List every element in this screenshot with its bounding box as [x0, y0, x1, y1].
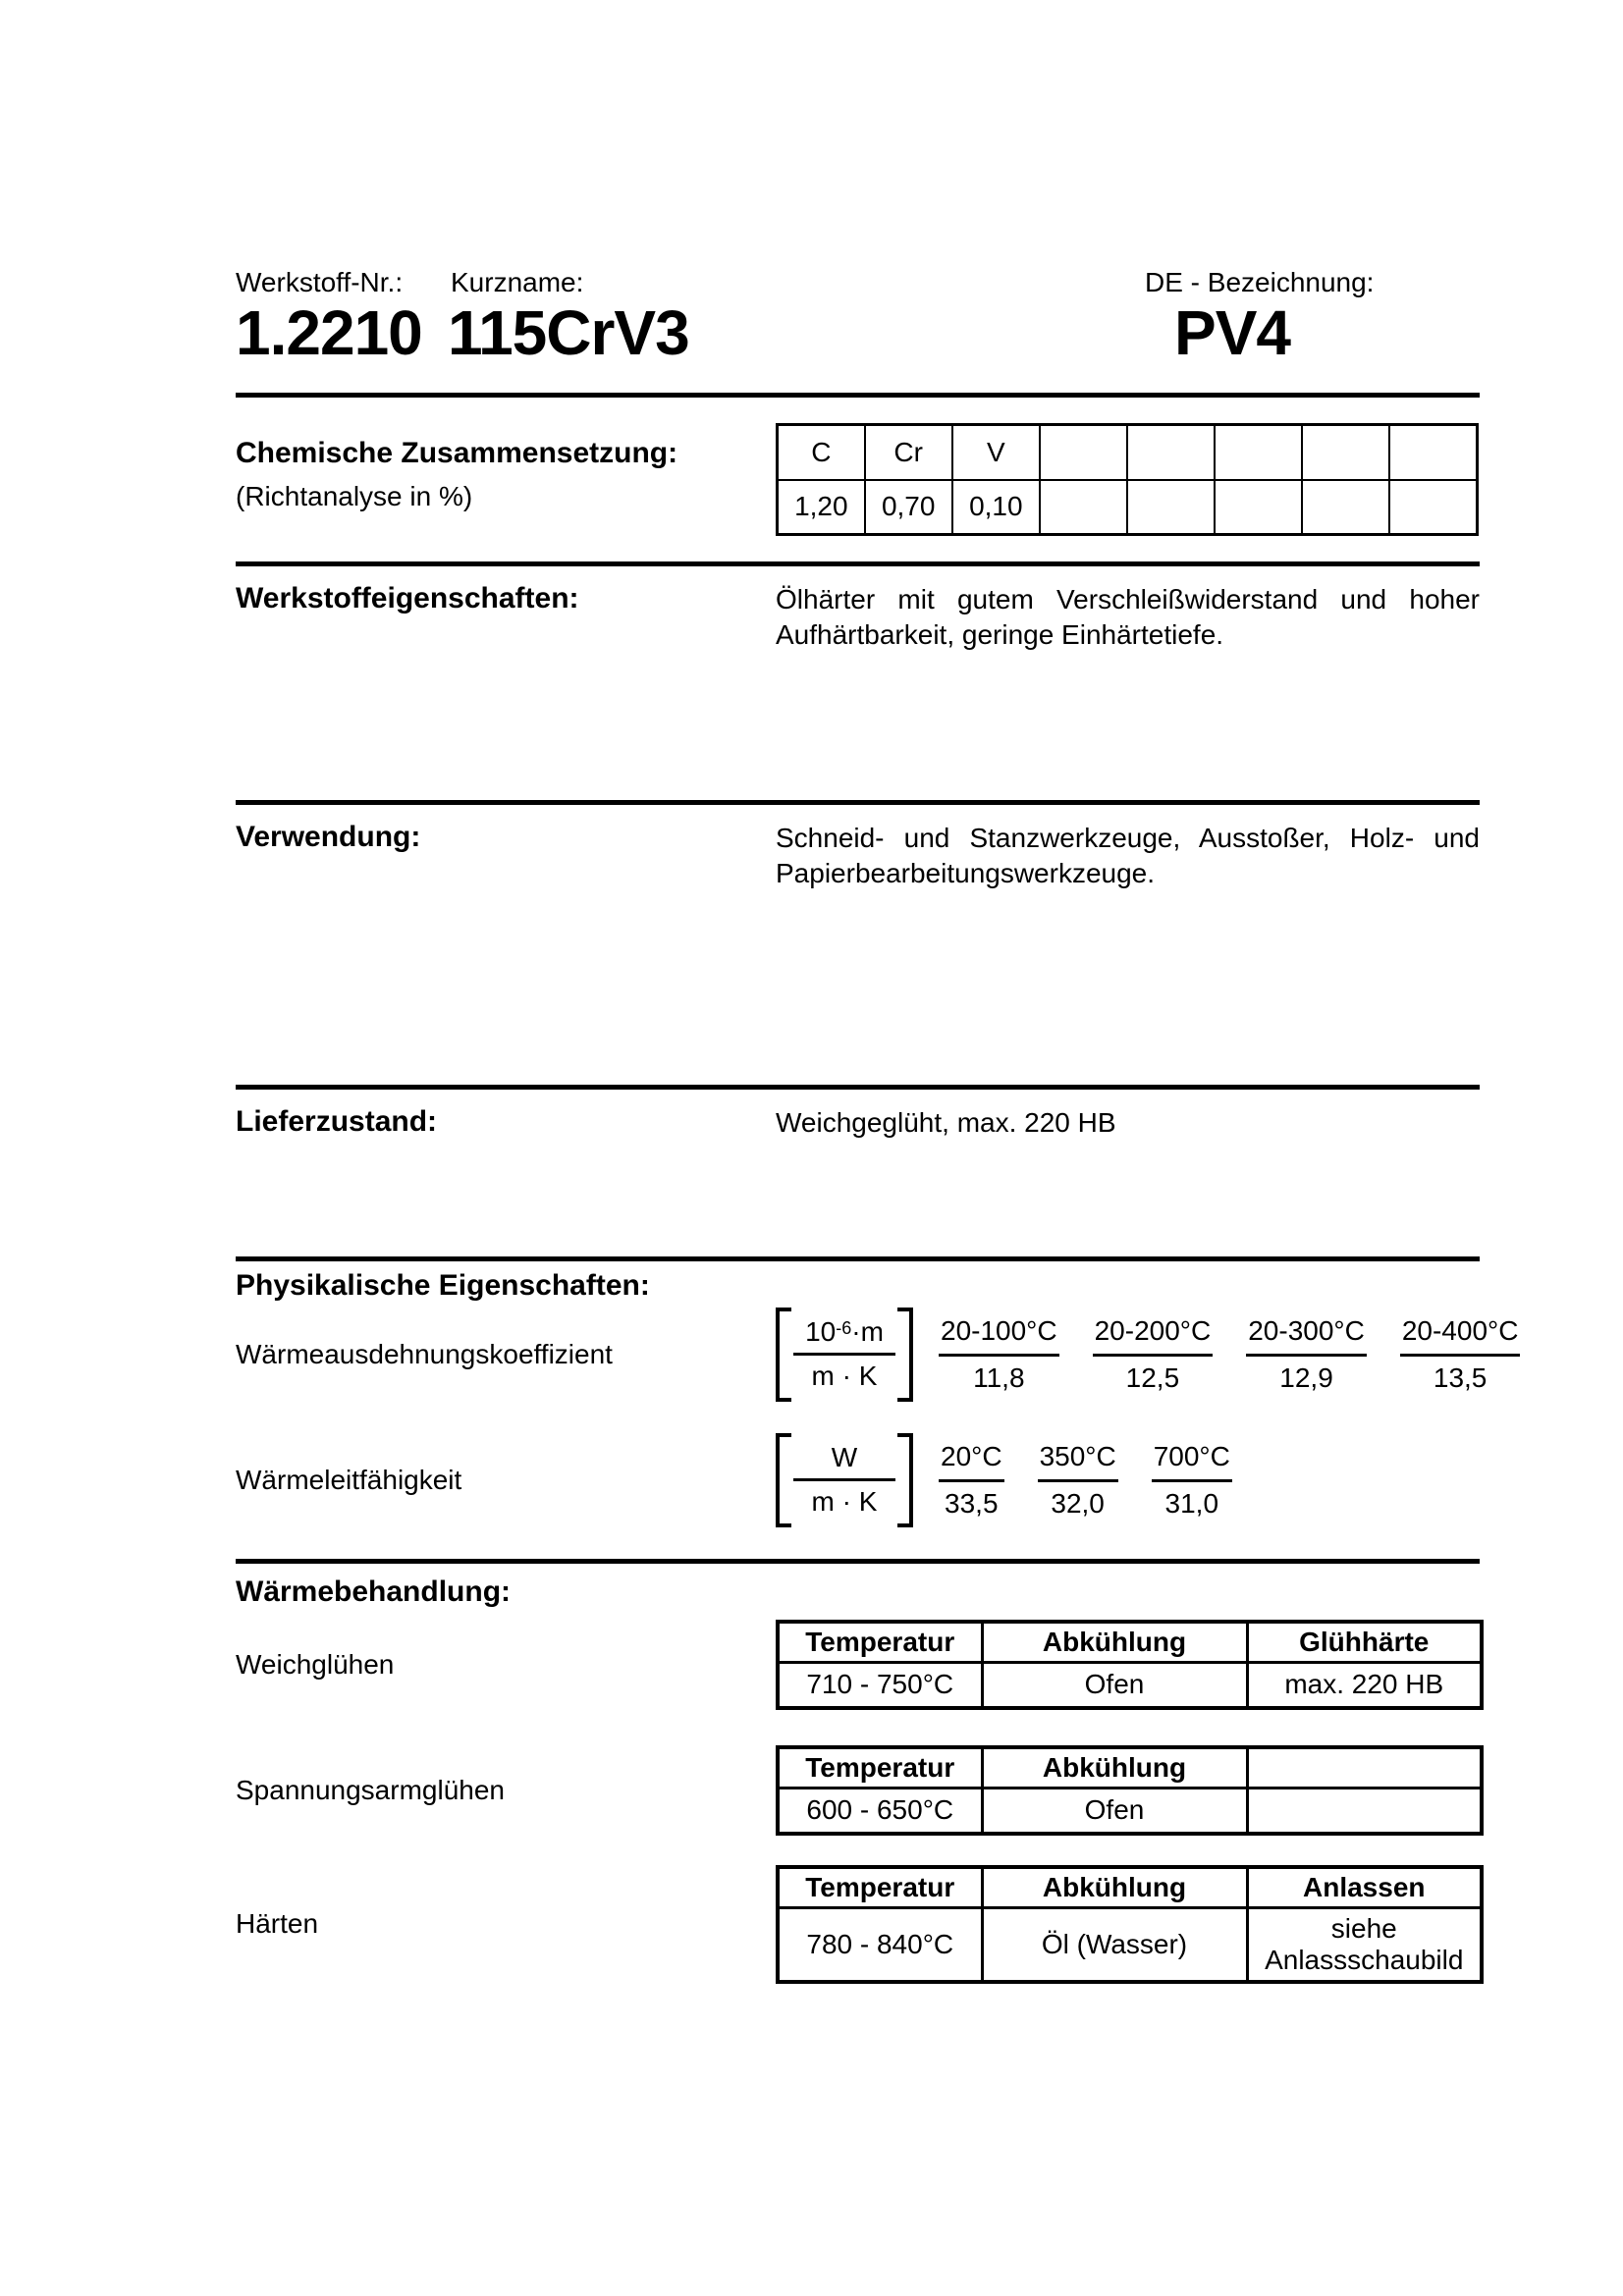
hardening-row	[236, 1865, 1480, 1985]
element-header-cell	[1040, 425, 1127, 480]
thermal-expansion-row	[236, 1306, 1519, 1404]
thermal-conductivity-label: Wärmeleitfähigkeit	[236, 1464, 462, 1495]
column-underline	[1038, 1479, 1118, 1482]
material-properties-section	[236, 566, 1480, 800]
element-value-cell	[1389, 480, 1477, 535]
de-designation: PV4	[1174, 297, 1290, 368]
element-value-row	[778, 480, 1478, 535]
unit-numerator: W	[793, 1442, 895, 1481]
hardening-label: Härten	[236, 1908, 319, 1940]
physical-properties-section	[236, 1261, 1519, 1559]
table-value-cell: 710 - 750°C	[778, 1663, 982, 1708]
conductivity-column	[1038, 1441, 1118, 1520]
expansion-column	[939, 1315, 1059, 1394]
table-value-cell	[1247, 1789, 1482, 1834]
de-designation-label: DE - Bezeichnung:	[1145, 267, 1375, 297]
element-header-cell: V	[952, 425, 1040, 480]
soft-annealing-table	[776, 1620, 1484, 1710]
conductivity-value: 33,5	[945, 1487, 999, 1519]
expansion-value: 12,5	[1125, 1362, 1180, 1393]
short-name-label: Kurzname:	[451, 267, 584, 297]
table-value-row	[778, 1789, 1482, 1834]
material-number-label: Werkstoff-Nr.:	[236, 267, 404, 297]
hardening-table	[776, 1865, 1484, 1985]
chemical-composition-heading: Chemische Zusammensetzung:	[236, 437, 678, 469]
table-header-cell: Temperatur	[778, 1867, 982, 1908]
heat-treatment-section	[236, 1564, 1480, 1984]
table-header-cell	[1247, 1747, 1482, 1789]
expansion-value: 13,5	[1433, 1362, 1488, 1393]
table-value-cell: siehe Anlassschaubild	[1247, 1908, 1482, 1983]
temp-range-header: 20-400°C	[1401, 1314, 1519, 1346]
table-value-row	[778, 1908, 1482, 1983]
conductivity-column	[1152, 1441, 1232, 1520]
right-bracket-icon	[897, 1308, 913, 1402]
column-underline	[1152, 1479, 1232, 1482]
column-underline	[939, 1479, 1004, 1482]
element-header-cell: Cr	[865, 425, 952, 480]
conductivity-value: 32,0	[1051, 1487, 1105, 1519]
unit-numerator-rest: ·m	[851, 1316, 884, 1347]
table-value-cell: Ofen	[982, 1789, 1247, 1834]
table-header-cell: Glühhärte	[1247, 1622, 1482, 1663]
element-header-row	[778, 425, 1478, 480]
column-underline	[1093, 1354, 1214, 1357]
unit-denominator: m · K	[811, 1361, 878, 1391]
material-number: 1.2210	[236, 297, 422, 368]
element-value-cell	[1127, 480, 1215, 535]
table-header-row	[778, 1867, 1482, 1908]
expansion-value: 12,9	[1279, 1362, 1333, 1393]
table-header-row	[778, 1622, 1482, 1663]
left-bracket-icon	[776, 1433, 791, 1527]
element-header-cell	[1127, 425, 1215, 480]
chemical-composition-left	[236, 423, 776, 512]
table-header-cell: Abkühlung	[982, 1867, 1247, 1908]
unit-bracket	[776, 1433, 913, 1527]
short-name: 115CrV3	[448, 297, 689, 368]
unit-fraction	[791, 1433, 897, 1527]
element-value-cell	[1302, 480, 1389, 535]
soft-annealing-row	[236, 1620, 1480, 1710]
table-header-cell: Abkühlung	[982, 1747, 1247, 1789]
chemical-composition-table	[776, 423, 1479, 536]
table-header-row	[778, 1747, 1482, 1789]
table-value-cell: Öl (Wasser)	[982, 1908, 1247, 1983]
table-value-cell: Ofen	[982, 1663, 1247, 1708]
analysis-note: (Richtanalyse in %)	[236, 480, 473, 511]
expansion-column	[1400, 1315, 1521, 1394]
stress-relief-annealing-label: Spannungsarmglühen	[236, 1774, 505, 1805]
delivery-condition-text: Weichgeglüht, max. 220 HB	[776, 1107, 1116, 1138]
temp-range-header: 20-100°C	[941, 1314, 1057, 1346]
thermal-expansion-data	[776, 1308, 1520, 1402]
temp-range-header: 20-300°C	[1248, 1314, 1365, 1346]
material-properties-text: Ölhärter mit gutem Verschleißwiderstand und hoher Aufhärtbarkeit, geringe Einhärtetiefe.	[776, 584, 1480, 651]
unit-numerator-exponent: -6	[836, 1317, 852, 1338]
material-properties-heading: Werkstoffeigenschaften:	[236, 582, 579, 614]
conductivity-value: 31,0	[1164, 1487, 1219, 1519]
unit-numerator-base: 10	[805, 1316, 837, 1347]
table-value-cell: 780 - 840°C	[778, 1908, 982, 1983]
temp-header: 20°C	[941, 1440, 1002, 1471]
right-bracket-icon	[897, 1433, 913, 1527]
table-header-cell: Temperatur	[778, 1622, 982, 1663]
soft-annealing-label: Weichglühen	[236, 1648, 395, 1680]
temp-header: 700°C	[1153, 1440, 1230, 1471]
thermal-conductivity-data	[776, 1433, 1480, 1527]
table-header-cell: Abkühlung	[982, 1622, 1247, 1663]
element-header-cell	[1215, 425, 1302, 480]
temp-range-header: 20-200°C	[1094, 1314, 1212, 1346]
thermal-expansion-label: Wärmeausdehnungskoeffizient	[236, 1338, 613, 1369]
conductivity-column	[939, 1441, 1004, 1520]
heat-treatment-heading: Wärmebehandlung:	[236, 1575, 512, 1608]
header	[236, 267, 1480, 393]
element-value-cell: 0,10	[952, 480, 1040, 535]
column-underline	[1400, 1354, 1521, 1357]
physical-properties-heading: Physikalische Eigenschaften:	[236, 1269, 650, 1302]
unit-numerator	[793, 1316, 895, 1356]
left-bracket-icon	[776, 1308, 791, 1402]
table-header-cell: Temperatur	[778, 1747, 982, 1789]
element-header-cell	[1302, 425, 1389, 480]
table-value-cell: max. 220 HB	[1247, 1663, 1482, 1708]
column-underline	[1246, 1354, 1367, 1357]
expansion-column	[1246, 1315, 1367, 1394]
stress-relief-annealing-table	[776, 1745, 1484, 1836]
unit-fraction	[791, 1308, 897, 1402]
expansion-columns	[939, 1315, 1520, 1394]
element-header-cell	[1389, 425, 1477, 480]
chemical-composition-right	[776, 423, 1480, 536]
usage-heading: Verwendung:	[236, 821, 421, 853]
usage-section	[236, 805, 1480, 1085]
unit-bracket	[776, 1308, 913, 1402]
element-value-cell	[1040, 480, 1127, 535]
chemical-composition-section	[236, 398, 1480, 561]
temp-header: 350°C	[1039, 1440, 1116, 1471]
delivery-condition-heading: Lieferzustand:	[236, 1105, 438, 1138]
unit-denominator: m · K	[811, 1486, 878, 1517]
column-underline	[939, 1354, 1059, 1357]
stress-relief-annealing-row	[236, 1745, 1480, 1836]
expansion-column	[1093, 1315, 1214, 1394]
conductivity-columns	[939, 1441, 1232, 1520]
expansion-value: 11,8	[973, 1362, 1025, 1393]
table-value-row	[778, 1663, 1482, 1708]
usage-text: Schneid- und Stanzwerkzeuge, Ausstoßer, Holz- und Papierbearbeitungswerkzeuge.	[776, 823, 1480, 889]
element-value-cell	[1215, 480, 1302, 535]
thermal-conductivity-row	[236, 1431, 1480, 1529]
element-value-cell: 1,20	[778, 480, 865, 535]
element-value-cell: 0,70	[865, 480, 952, 535]
table-header-cell: Anlassen	[1247, 1867, 1482, 1908]
delivery-condition-section	[236, 1090, 1480, 1256]
table-value-cell: 600 - 650°C	[778, 1789, 982, 1834]
element-header-cell: C	[778, 425, 865, 480]
